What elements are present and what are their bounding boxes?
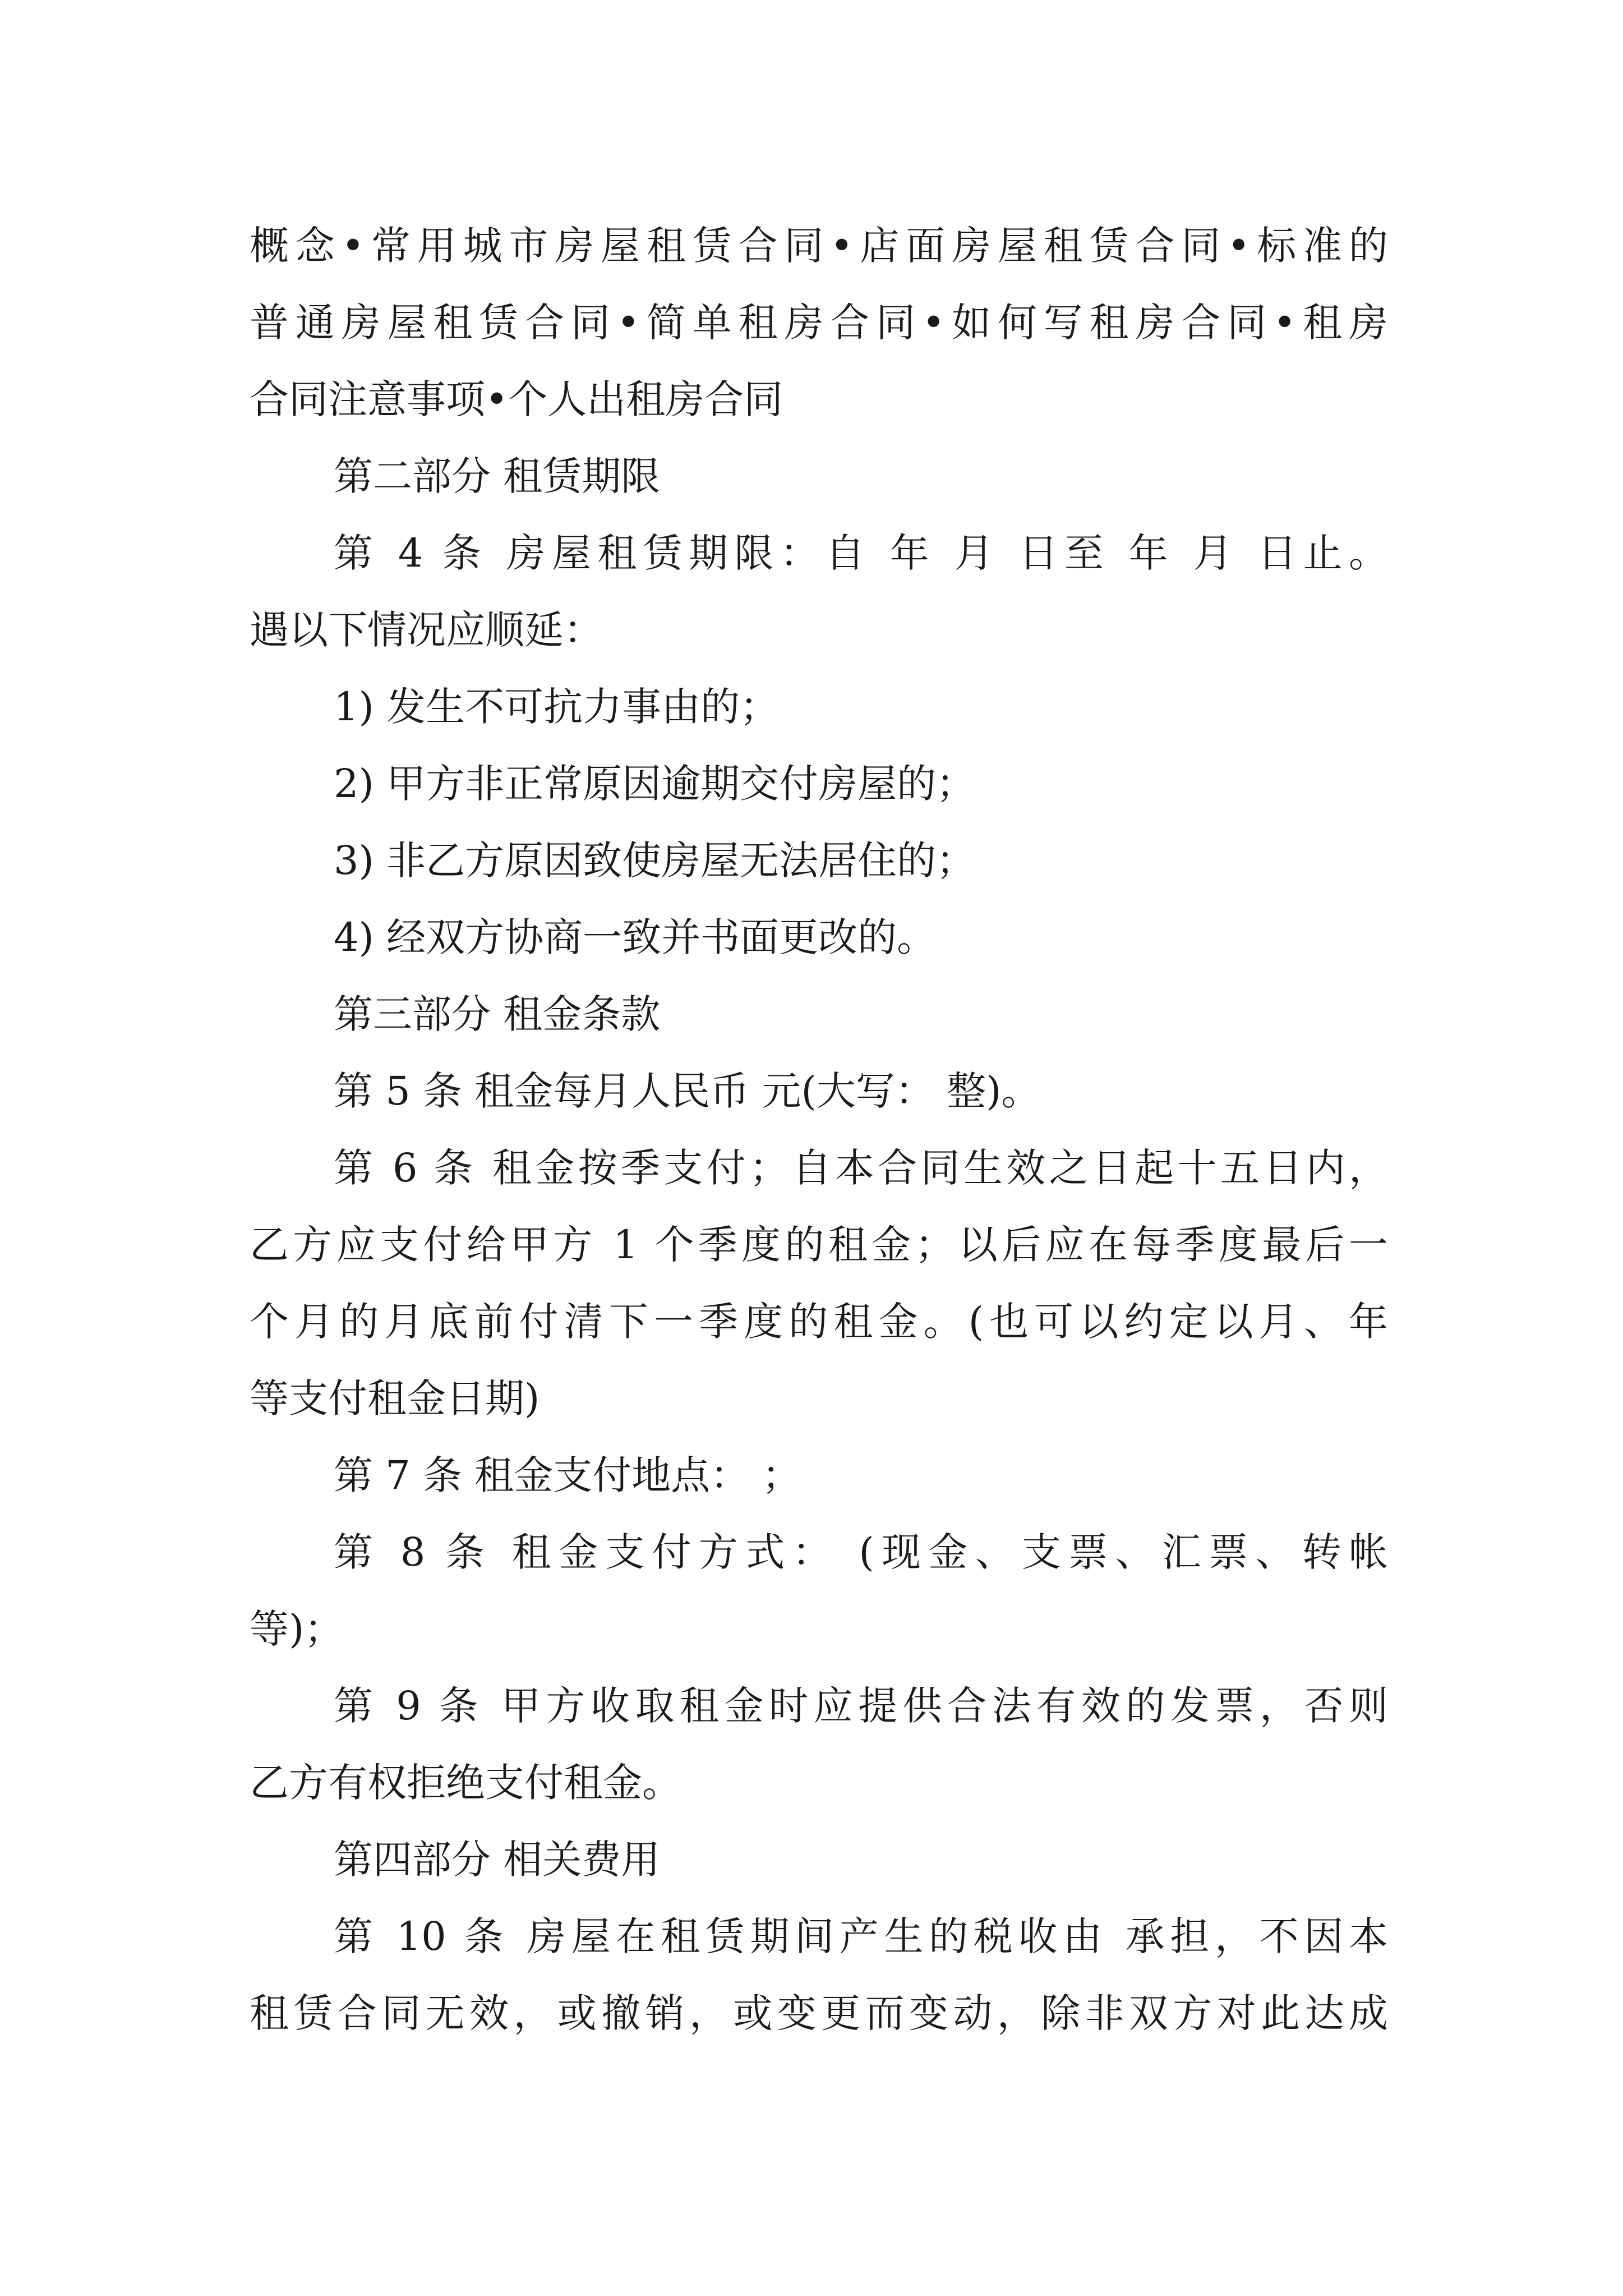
text-line: 概念•常用城市房屋租赁合同•店面房屋租赁合同•标准的 — [250, 223, 1388, 269]
list-item: 4) 经双方协商一致并书面更改的。 — [334, 914, 937, 960]
document-body — [250, 208, 1388, 2052]
text-line: 乙方有权拒绝支付租金。 — [250, 1760, 681, 1806]
text-line: 普通房屋租赁合同•简单租房合同•如何写租房合同•租房 — [250, 300, 1388, 346]
section-heading: 第二部分 租赁期限 — [334, 453, 661, 499]
text-line: 租赁合同无效，或撤销，或变更而变动，除非双方对此达成 — [250, 1990, 1388, 2036]
section-heading: 第四部分 相关费用 — [334, 1837, 661, 1883]
text-line: 第 10 条 房屋在租赁期间产生的税收由 承担，不因本 — [334, 1913, 1388, 1959]
text-line: 遇以下情况应顺延： — [250, 607, 603, 653]
text-line: 第 8 条 租金支付方式： (现金、支票、汇票、转帐 — [334, 1529, 1388, 1575]
text-line: 等)； — [250, 1606, 344, 1652]
list-item: 2) 甲方非正常原因逾期交付房屋的； — [334, 761, 976, 807]
text-line: 第 5 条 租金每月人民币 元(大写： 整)。 — [334, 1068, 1041, 1114]
text-line: 第 9 条 甲方收取租金时应提供合法有效的发票，否则 — [334, 1683, 1388, 1729]
text-line: 乙方应支付给甲方 1 个季度的租金；以后应在每季度最后一 — [250, 1222, 1388, 1268]
list-item: 3) 非乙方原因致使房屋无法居住的； — [334, 838, 976, 884]
text-line: 第 4 条 房屋租赁期限：自 年 月 日至 年 月 日止。 — [334, 530, 1388, 576]
text-line: 第 7 条 租金支付地点： ； — [334, 1452, 801, 1498]
text-line: 个月的月底前付清下一季度的租金。(也可以约定以月、年 — [250, 1299, 1388, 1345]
text-line: 合同注意事项•个人出租房合同 — [250, 376, 783, 422]
text-line: 第 6 条 租金按季支付；自本合同生效之日起十五日内， — [334, 1145, 1388, 1191]
text-line: 等支付租金日期) — [250, 1375, 540, 1421]
list-item: 1) 发生不可抗力事由的； — [334, 684, 780, 730]
section-heading: 第三部分 租金条款 — [334, 991, 661, 1037]
